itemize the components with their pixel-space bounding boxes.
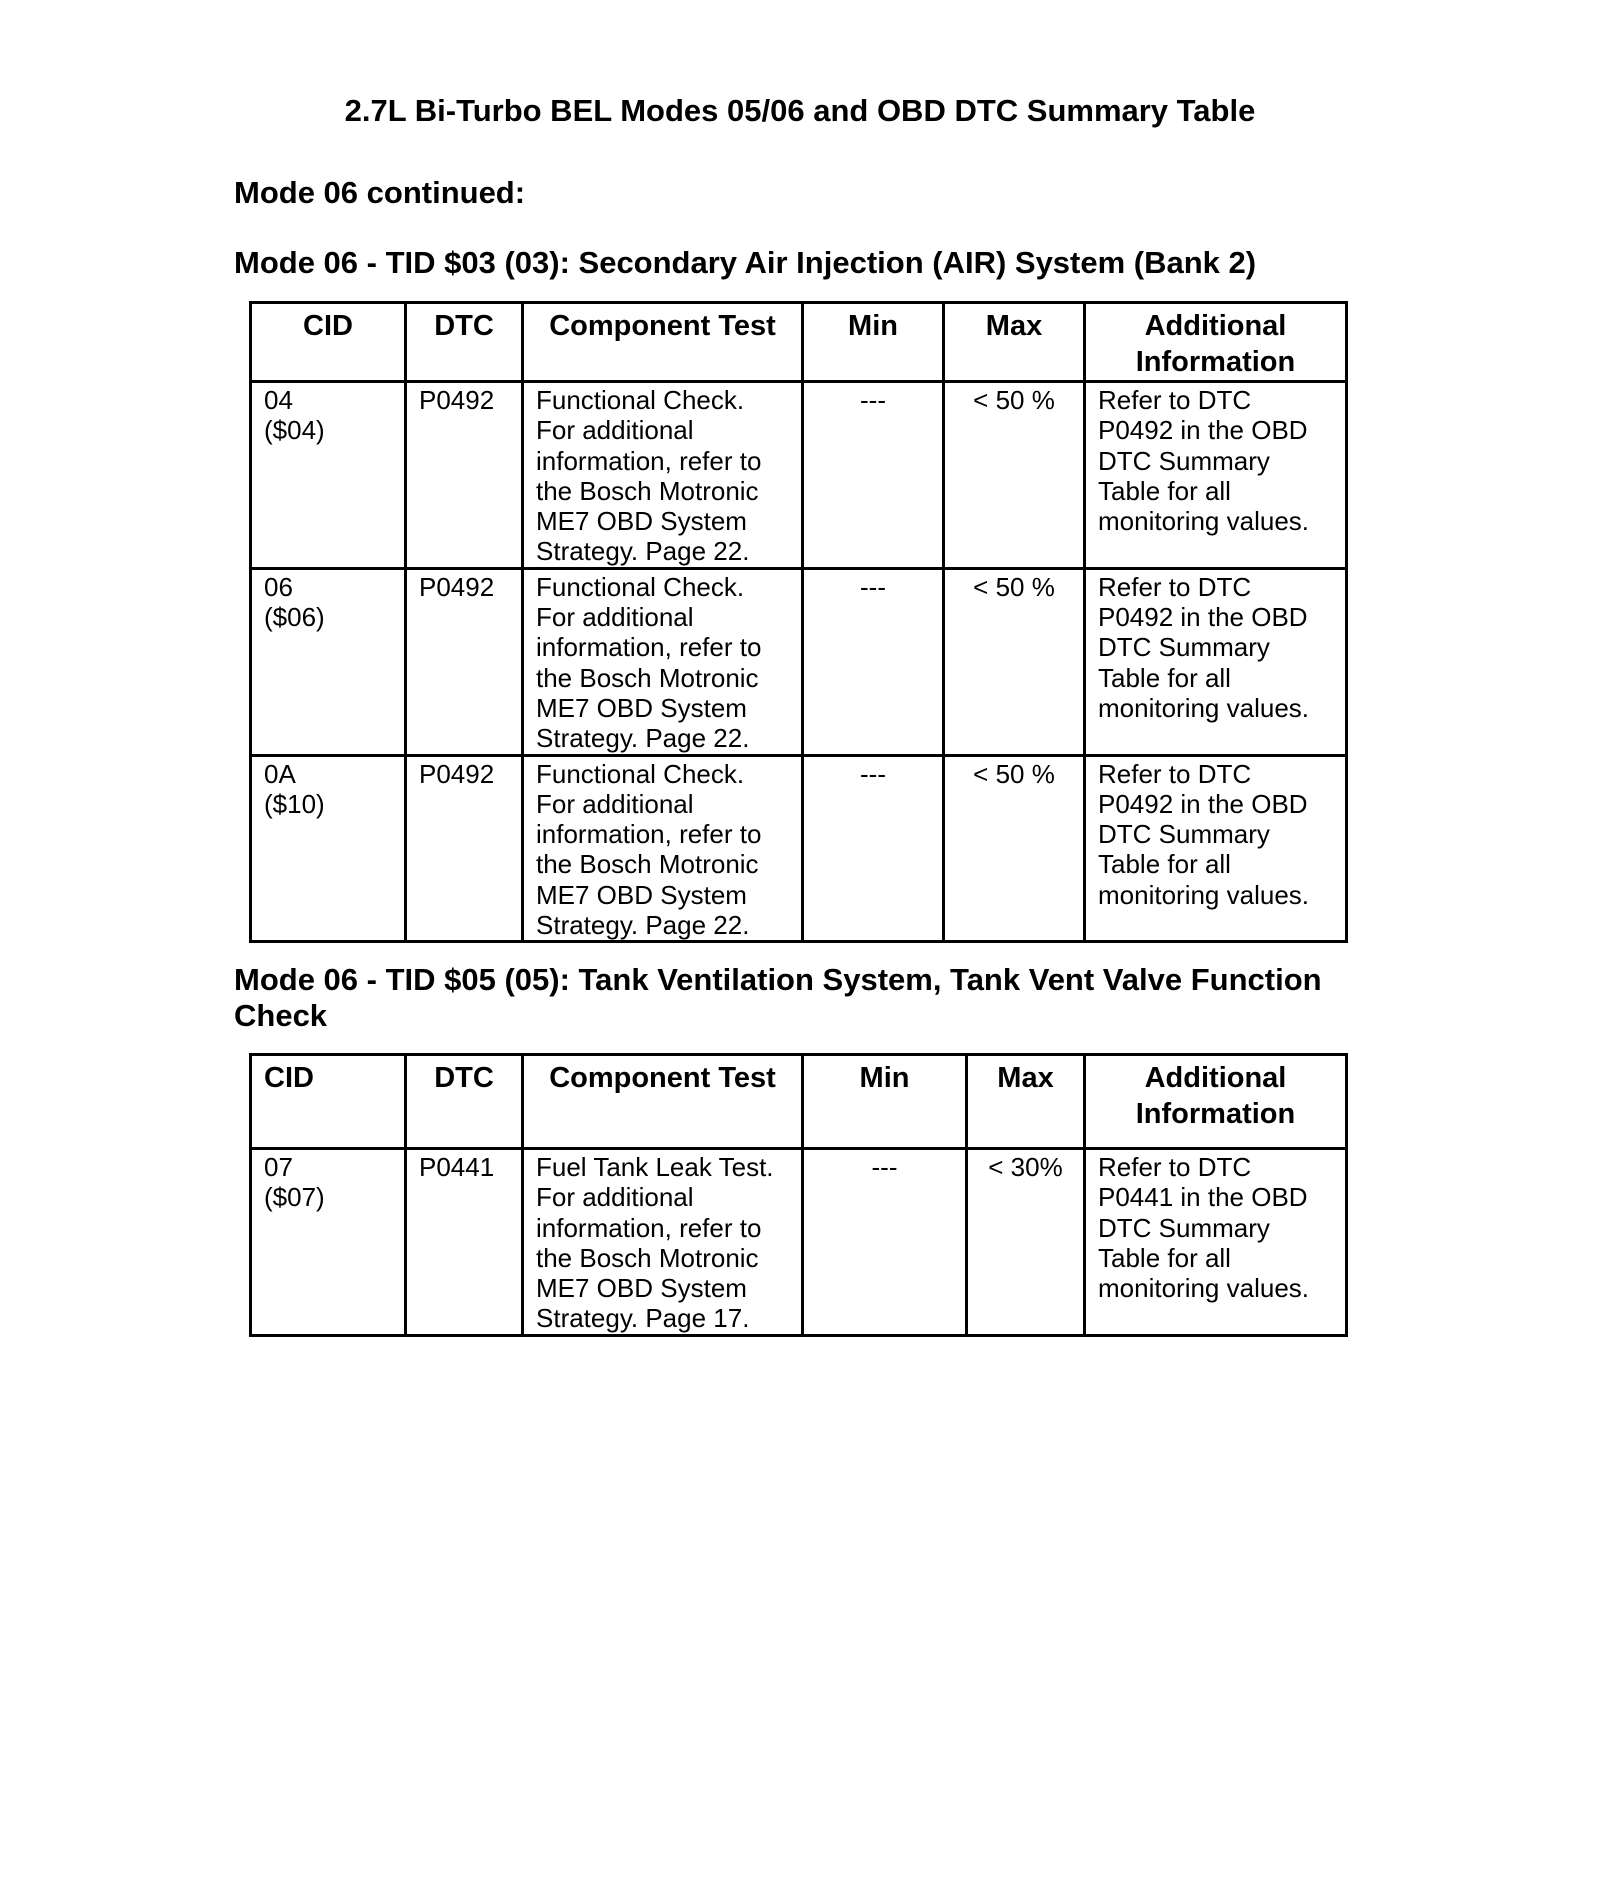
column-header-min: Min: [803, 303, 944, 382]
column-header-dtc: DTC: [406, 303, 523, 382]
component-line: ME7 OBD System: [536, 506, 747, 537]
min-cell: ---: [803, 755, 944, 942]
component-line: information, refer to: [536, 819, 762, 850]
additional-info-cell: [1085, 755, 1347, 942]
dtc-cell: P0492: [406, 568, 523, 755]
table-header-row: [251, 303, 1347, 382]
info-line: DTC Summary: [1098, 445, 1270, 476]
component-line: ME7 OBD System: [536, 1273, 747, 1304]
info-line: monitoring values.: [1098, 506, 1309, 537]
component-line: information, refer to: [536, 632, 762, 663]
table-row: [251, 382, 1347, 569]
column-header-additional-information: Additional Information: [1085, 303, 1347, 382]
cid-hex-value: ($10): [264, 788, 325, 819]
component-line: the Bosch Motronic: [536, 1242, 759, 1273]
info-line: DTC Summary: [1098, 1212, 1270, 1243]
component-test-cell: [523, 1149, 803, 1336]
component-line: ME7 OBD System: [536, 879, 747, 910]
dtc-cell: P0441: [406, 1149, 523, 1336]
additional-info-cell: [1085, 568, 1347, 755]
info-line: DTC Summary: [1098, 632, 1270, 663]
component-line: Strategy. Page 22.: [536, 536, 750, 567]
page-title: [0, 92, 1600, 130]
column-header-min: Min: [803, 1055, 967, 1149]
component-line: For additional: [536, 602, 694, 633]
column-header-cid: CID: [251, 1055, 406, 1149]
component-line: Functional Check.: [536, 571, 745, 602]
section-heading-tid-05: Mode 06 - TID $05 (05): Tank Ventilation System, Tank Vent Valve Function Check: [234, 962, 1322, 1033]
component-line: Functional Check.: [536, 758, 745, 789]
component-line: ME7 OBD System: [536, 692, 747, 723]
table-row: [251, 568, 1347, 755]
component-line: information, refer to: [536, 1212, 762, 1243]
info-line: Table for all: [1098, 849, 1231, 880]
info-line: Table for all: [1098, 1242, 1231, 1273]
component-line: For additional: [536, 415, 694, 446]
min-cell: ---: [803, 568, 944, 755]
column-header-component-test: Component Test: [523, 1055, 803, 1149]
cid-cell: [251, 755, 406, 942]
info-line: Table for all: [1098, 475, 1231, 506]
cid-hex-value: ($06): [264, 602, 325, 633]
additional-info-cell: [1085, 382, 1347, 569]
component-test-cell: [523, 568, 803, 755]
cid-value: 06: [264, 571, 293, 602]
component-line: the Bosch Motronic: [536, 475, 759, 506]
info-line: Refer to DTC: [1098, 385, 1252, 415]
cid-cell: [251, 1149, 406, 1336]
column-header-max: Max: [967, 1055, 1085, 1149]
component-line: information, refer to: [536, 445, 762, 476]
dtc-cell: P0492: [406, 382, 523, 569]
info-line: P0492 in the OBD: [1098, 602, 1308, 633]
component-line: the Bosch Motronic: [536, 662, 759, 693]
info-line: Refer to DTC: [1098, 1152, 1252, 1182]
column-header-max: Max: [944, 303, 1085, 382]
min-cell: ---: [803, 382, 944, 569]
max-cell: < 50 %: [944, 755, 1085, 942]
cid-value: 0A: [264, 758, 296, 789]
cid-hex-value: ($07): [264, 1182, 325, 1213]
dtc-cell: P0492: [406, 755, 523, 942]
table-row: [251, 1149, 1347, 1336]
component-line: For additional: [536, 1182, 694, 1213]
component-line: Strategy. Page 22.: [536, 910, 750, 941]
section-heading-tid-03: Mode 06 - TID $03 (03): Secondary Air Injection (AIR) System (Bank 2): [234, 245, 1257, 280]
cid-hex-value: ($04): [264, 415, 325, 446]
cid-value: 07: [264, 1152, 293, 1182]
info-line: P0492 in the OBD: [1098, 788, 1308, 819]
info-line: Refer to DTC: [1098, 758, 1252, 789]
page-title-text: 2.7L Bi-Turbo BEL Modes 05/06 and OBD DTC Summary Table: [344, 93, 1256, 128]
table-header-row: [251, 1055, 1347, 1149]
info-line: Refer to DTC: [1098, 571, 1252, 602]
component-line: Strategy. Page 22.: [536, 723, 750, 754]
dtc-table-tid-03: [249, 301, 1348, 943]
column-header-additional-information: Additional Information: [1085, 1055, 1347, 1149]
table-row: [251, 755, 1347, 942]
component-line: For additional: [536, 788, 694, 819]
info-line: monitoring values.: [1098, 1273, 1309, 1304]
max-cell: < 30%: [967, 1149, 1085, 1336]
info-line: P0441 in the OBD: [1098, 1182, 1308, 1213]
info-line: monitoring values.: [1098, 879, 1309, 910]
info-line: Table for all: [1098, 662, 1231, 693]
cid-cell: [251, 568, 406, 755]
max-cell: < 50 %: [944, 568, 1085, 755]
info-line: P0492 in the OBD: [1098, 415, 1308, 446]
min-cell: ---: [803, 1149, 967, 1336]
component-test-cell: [523, 382, 803, 569]
info-line: monitoring values.: [1098, 692, 1309, 723]
column-header-cid: CID: [251, 303, 406, 382]
cid-value: 04: [264, 385, 293, 415]
component-test-cell: [523, 755, 803, 942]
intro-heading: Mode 06 continued:: [234, 175, 526, 210]
component-line: Fuel Tank Leak Test.: [536, 1152, 774, 1182]
component-line: the Bosch Motronic: [536, 849, 759, 880]
dtc-table-tid-05: [249, 1053, 1348, 1337]
component-line: Functional Check.: [536, 385, 745, 415]
column-header-dtc: DTC: [406, 1055, 523, 1149]
component-line: Strategy. Page 17.: [536, 1303, 750, 1334]
max-cell: < 50 %: [944, 382, 1085, 569]
additional-info-cell: [1085, 1149, 1347, 1336]
cid-cell: [251, 382, 406, 569]
info-line: DTC Summary: [1098, 819, 1270, 850]
column-header-component-test: Component Test: [523, 303, 803, 382]
